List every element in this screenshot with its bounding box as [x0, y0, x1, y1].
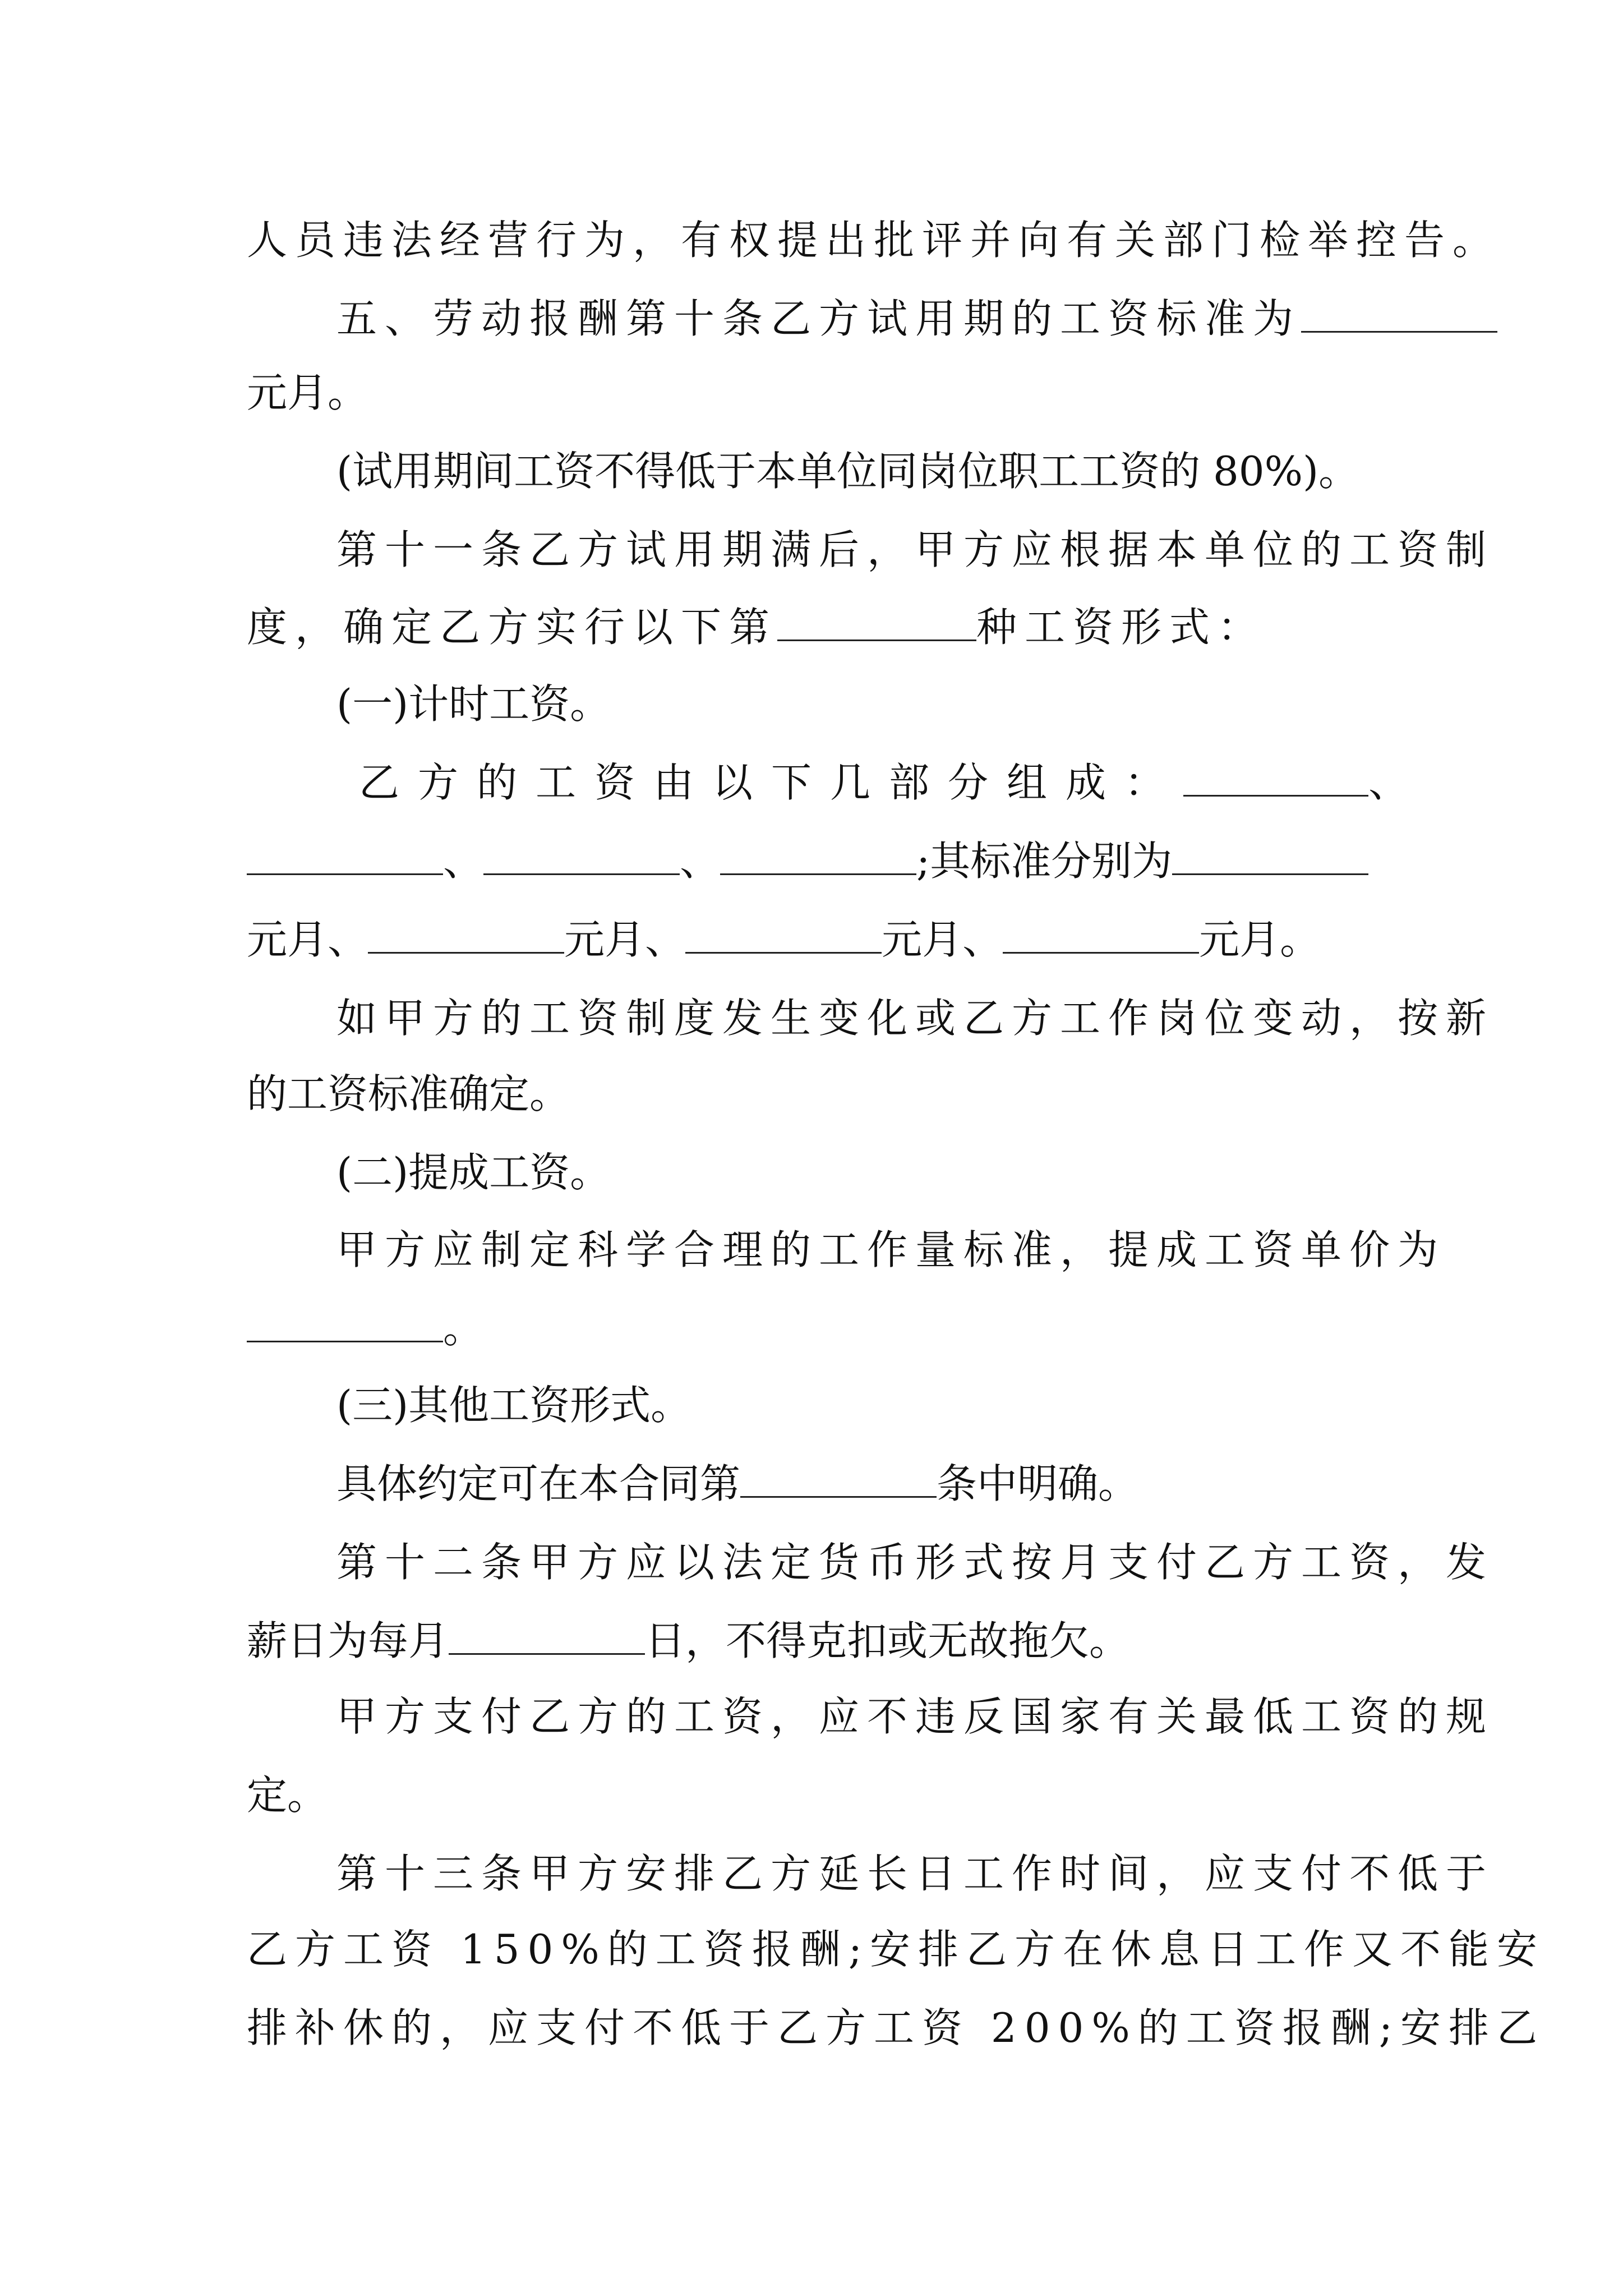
- paragraph-line: [247, 833, 1380, 889]
- fill-blank: [720, 839, 916, 875]
- fill-blank: [1172, 839, 1368, 875]
- paragraph-line: [336, 291, 1380, 347]
- text-span: 的工资标准确定。: [247, 1070, 570, 1117]
- paragraph-line: [336, 1377, 1380, 1433]
- fill-blank: [777, 605, 976, 641]
- fill-blank: [247, 1306, 443, 1342]
- paragraph-line: [247, 1921, 1545, 1977]
- text-span: 乙方的工资由以下几部分组成：: [359, 759, 1184, 806]
- paragraph-line: [359, 754, 1428, 811]
- paragraph-line: [247, 1066, 1380, 1122]
- paragraph-line: [247, 1767, 1380, 1823]
- text-span: 乙方工资 150%的工资报酬;安排乙方在休息日工作又不能安: [247, 1926, 1545, 1973]
- fill-blank: [1183, 760, 1368, 797]
- text-span: 元月: [247, 916, 328, 963]
- text-span: 元月: [1199, 916, 1280, 963]
- text-span: 、: [645, 916, 686, 963]
- text-span: 、: [443, 838, 484, 885]
- text-span: 。: [443, 1305, 484, 1352]
- text-span: 第十二条甲方应以法定货币形式按月支付乙方工资，发: [336, 1539, 1495, 1586]
- fill-blank: [1003, 917, 1199, 954]
- paragraph-line: [247, 1300, 1380, 1356]
- text-span: 度，确定乙方实行以下第: [247, 604, 778, 651]
- text-span: 元月: [882, 916, 963, 963]
- paragraph-line: [247, 599, 1380, 655]
- paragraph-line: [247, 365, 1380, 421]
- text-span: 甲方应制定科学合理的工作量标准，提成工资单价为: [336, 1226, 1446, 1273]
- paragraph-line: [336, 443, 1380, 499]
- text-span: 、: [962, 916, 1003, 963]
- text-span: 具体约定可在本合同第: [336, 1460, 741, 1507]
- paragraph-line: [336, 522, 1495, 578]
- paragraph-line: [336, 1456, 1380, 1512]
- text-span: 排补休的，应支付不低于乙方工资 200%的工资报酬;安排乙: [247, 2004, 1545, 2051]
- paragraph-line: [247, 1613, 1380, 1669]
- paragraph-line: [247, 2000, 1545, 2056]
- paragraph-line: [336, 1534, 1495, 1590]
- text-span: 五、劳动报酬第十条乙方试用期的工资标准为: [336, 295, 1302, 342]
- text-span: 种工资形式：: [976, 604, 1266, 651]
- fill-blank: [483, 839, 680, 875]
- paragraph-line: [336, 1144, 1380, 1200]
- text-span: 、: [680, 838, 721, 885]
- text-span: (一)计时工资。: [336, 680, 611, 728]
- text-span: 人员违法经营行为，有权提出批评并向有关部门检举控告。: [247, 217, 1501, 264]
- text-span: 。: [1280, 916, 1321, 963]
- text-span: 第十一条乙方试用期满后，甲方应根据本单位的工资制: [336, 526, 1495, 573]
- text-span: 、: [1368, 759, 1428, 806]
- text-span: 甲方支付乙方的工资，应不违反国家有关最低工资的规: [336, 1693, 1495, 1740]
- text-span: 如甲方的工资制度发生变化或乙方工作岗位变动，按新: [336, 995, 1495, 1042]
- paragraph-line: [336, 676, 1380, 732]
- text-span: (试用期间工资不得低于本单位同岗位职工工资的 80%)。: [336, 448, 1359, 495]
- text-span: 元月: [564, 916, 645, 963]
- fill-blank: [1301, 296, 1497, 333]
- text-span: (三)其他工资形式。: [336, 1382, 691, 1429]
- paragraph-line: [247, 212, 1501, 268]
- fill-blank: [247, 839, 443, 875]
- paragraph-line: [247, 912, 1380, 968]
- fill-blank: [685, 917, 882, 954]
- paragraph-line: [336, 1222, 1446, 1278]
- text-span: 日，不得克扣或无故拖欠。: [645, 1617, 1130, 1664]
- text-span: ;其标准分别为: [916, 838, 1173, 885]
- paragraph-line: [336, 1688, 1495, 1745]
- paragraph-line: [336, 990, 1495, 1046]
- fill-blank: [740, 1461, 937, 1498]
- text-span: 定。: [247, 1772, 328, 1819]
- text-span: 条中明确。: [937, 1460, 1139, 1507]
- fill-blank: [368, 917, 564, 954]
- text-span: (二)提成工资。: [336, 1149, 611, 1196]
- text-span: 第十三条甲方安排乙方延长日工作时间，应支付不低于: [336, 1850, 1495, 1897]
- text-span: 薪日为每月: [247, 1617, 449, 1664]
- fill-blank: [449, 1618, 645, 1655]
- text-span: 、: [328, 916, 368, 963]
- text-span: 元月。: [247, 369, 368, 416]
- paragraph-line: [336, 1846, 1495, 1902]
